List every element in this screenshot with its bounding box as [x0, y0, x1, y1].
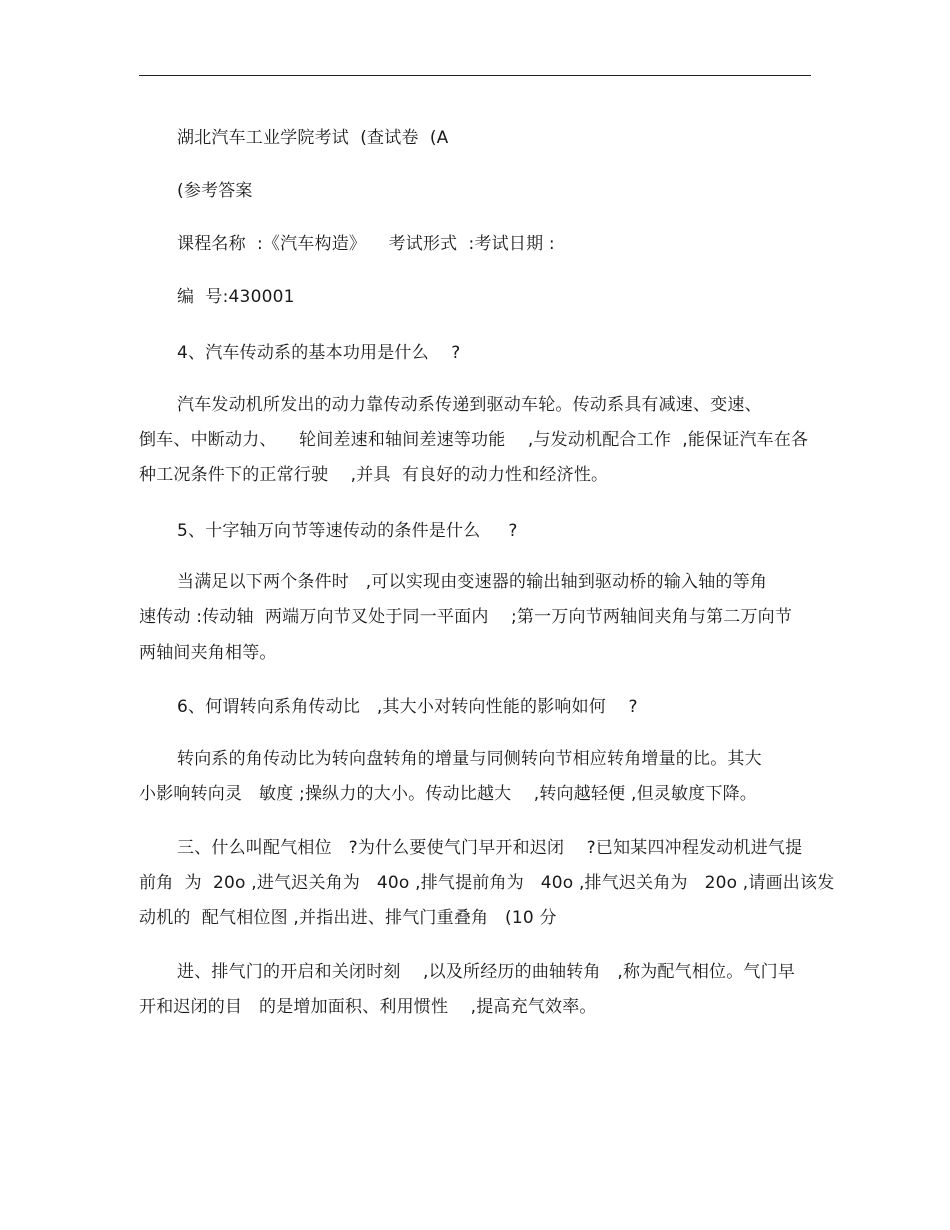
exam-number: 编 号:430001: [177, 287, 295, 307]
course-info: 课程名称 :《汽车构造》 考试形式 :考试日期 :: [177, 234, 555, 254]
exam-title: 湖北汽车工业学院考试 (查试卷 (A: [177, 128, 449, 148]
answer-5-line-2: 速传动 :传动轴 两端万向节叉处于同一平面内 ;第一万向节两轴间夹角与第二万向节: [139, 607, 793, 627]
answer-4-line-1: 汽车发动机所发出的动力靠传动系传递到驱动车轮。传动系具有减速、变速、: [177, 395, 762, 415]
answer-4-line-3: 种工况条件下的正常行驶 ,并具 有良好的动力性和经济性。: [139, 465, 609, 485]
answer-5-line-1: 当满足以下两个条件时 ,可以实现由变速器的输出轴到驱动桥的输入轴的等角: [177, 572, 768, 592]
question-6: 6、何谓转向系角传动比 ,其大小对转向性能的影响如何 ?: [177, 697, 638, 717]
answer-6-line-1: 转向系的角传动比为转向盘转角的增量与同侧转向节相应转角增量的比。其大: [177, 749, 762, 769]
question-5: 5、十字轴万向节等速传动的条件是什么 ?: [177, 521, 518, 541]
question-3-line-3: 动机的 配气相位图 ,并指出进、排气门重叠角 (10 分: [139, 908, 557, 928]
question-3-line-1: 三、什么叫配气相位 ?为什么要使气门早开和迟闭 ?已知某四冲程发动机进气提: [177, 838, 803, 858]
question-4: 4、汽车传动系的基本功用是什么 ?: [177, 343, 461, 363]
answer-3-line-1: 进、排气门的开启和关闭时刻 ,以及所经历的曲轴转角 ,称为配气相位。气门早: [177, 962, 796, 982]
question-3-line-2: 前角 为 20o ,进气迟关角为 40o ,排气提前角为 40o ,排气迟关角为 20o ,请画出该发: [139, 873, 835, 893]
answer-3-line-2: 开和迟闭的目 的是增加面积、利用惯性 ,提高充气效率。: [139, 997, 597, 1017]
header-rule: [139, 75, 811, 76]
answer-6-line-2: 小影响转向灵 敏度 ;操纵力的大小。传动比越大 ,转向越轻便 ,但灵敏度下降。: [139, 784, 757, 804]
answer-5-line-3: 两轴间夹角相等。: [139, 643, 277, 663]
answer-4-line-2: 倒车、中断动力、 轮间差速和轴间差速等功能 ,与发动机配合工作 ,能保证汽车在各: [139, 430, 809, 450]
answer-key-label: (参考答案: [177, 181, 253, 201]
